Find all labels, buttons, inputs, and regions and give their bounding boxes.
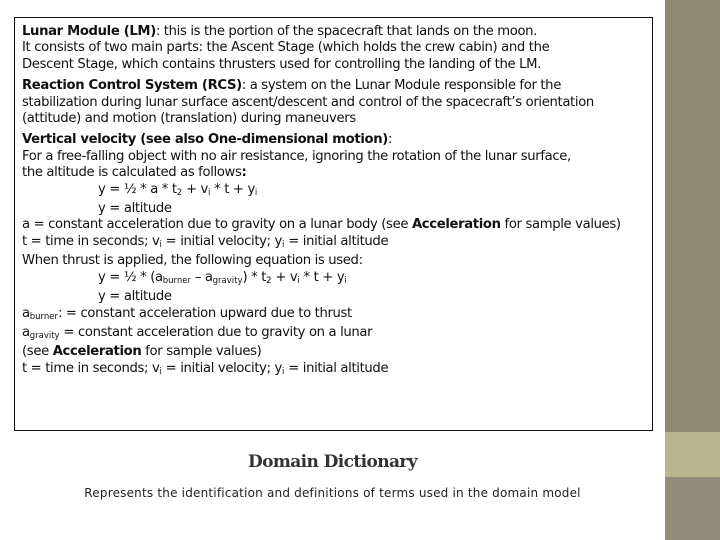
definition-text: a = constant acceleration due to gravity on a lunar body (see — [22, 217, 412, 233]
definition-text: : = constant acceleration upward due to thrust — [57, 305, 352, 321]
definition-text: t = time in seconds; v — [22, 233, 160, 249]
dictionary-box — [14, 17, 653, 431]
slide-subtitle: Represents the identification and definitions of terms used in the domain model — [84, 486, 581, 500]
subscript: 2 — [176, 187, 183, 198]
subscript: burner — [29, 311, 58, 322]
definition-text: t = time in seconds; v — [22, 360, 160, 376]
subscript: gravity — [29, 330, 60, 341]
subscript: i — [297, 275, 300, 286]
subscript: gravity — [212, 275, 243, 286]
equation-text: y = ½ * (a — [98, 269, 163, 285]
definition-text: for sample values) — [141, 344, 262, 360]
decorative-sidebar — [665, 0, 720, 540]
definition-text: stabilization during lunar surface ascent/descent and control of the spacecraft’s orientation — [22, 94, 594, 110]
equation-thrust — [22, 270, 646, 289]
equation-legend: y = altitude — [98, 201, 172, 217]
entry-lunar-module — [22, 24, 646, 73]
subscript: i — [159, 366, 162, 377]
term-vertical-velocity: Vertical velocity (see also One-dimensional motion) — [22, 132, 388, 148]
subscript: i — [344, 275, 347, 286]
term-acceleration-ref: Acceleration — [52, 344, 142, 360]
sidebar-block-accent — [665, 432, 720, 477]
definition-text: It consists of two main parts: the Ascent Stage (which holds the crew cabin) and the — [22, 40, 550, 56]
definition-text: the altitude is calculated as follows — [22, 165, 242, 181]
definition-text: a — [22, 324, 30, 340]
definition-text: = constant acceleration due to gravity on a lunar — [59, 324, 373, 340]
slide-title: Domain Dictionary — [247, 452, 418, 472]
subscript: i — [282, 366, 285, 377]
entry-rcs — [22, 78, 646, 127]
equation-freefall — [22, 182, 646, 201]
equation-text: + v — [182, 181, 208, 197]
equation-text: ) * t — [242, 269, 267, 285]
subscript: i — [254, 187, 258, 198]
definition-text: = initial altitude — [284, 233, 389, 249]
definition-text: For a free-falling object with no air resistance, ignoring the rotation of the lunar surface, — [22, 148, 571, 164]
definition-text: for sample values) — [500, 217, 621, 233]
equation-legend: y = altitude — [98, 289, 172, 305]
entry-vertical-velocity — [22, 132, 646, 380]
term-acceleration-ref: Acceleration — [411, 217, 501, 233]
equation-text: y = ½ * a * t — [98, 181, 177, 197]
equation-text: + v — [271, 269, 298, 285]
subscript: 2 — [266, 275, 272, 286]
definition-text: (see — [22, 344, 53, 360]
definition-text: When thrust is applied, the following equation is used: — [22, 253, 363, 269]
definition-text: Descent Stage, which contains thrusters used for controlling the landing of the LM. — [22, 56, 541, 72]
subscript: i — [159, 239, 162, 250]
definition-text: : — [241, 165, 247, 181]
definition-text: = initial velocity; y — [161, 233, 282, 249]
definition-text: = initial velocity; y — [161, 360, 282, 376]
definition-text: a — [22, 305, 30, 321]
term-rcs: Reaction Control System (RCS) — [22, 78, 242, 94]
definition-text: : this is the portion of the spacecraft that lands on the moon. — [155, 24, 538, 39]
sidebar-block-top — [665, 0, 720, 432]
term-lunar-module: Lunar Module (LM) — [22, 24, 156, 39]
equation-text: * t + y — [299, 269, 345, 285]
definition-text: : — [387, 132, 393, 148]
definition-text: = initial altitude — [284, 360, 389, 376]
subscript: burner — [162, 275, 191, 286]
definition-text: : a system on the Lunar Module responsible for the — [241, 78, 561, 94]
subscript: i — [207, 187, 211, 198]
definition-text: (attitude) and motion (translation) during maneuvers — [22, 111, 356, 127]
subscript: i — [282, 239, 285, 250]
equation-text: – a — [190, 269, 213, 285]
equation-text: * t + y — [210, 181, 255, 197]
sidebar-block-bottom — [665, 477, 720, 540]
